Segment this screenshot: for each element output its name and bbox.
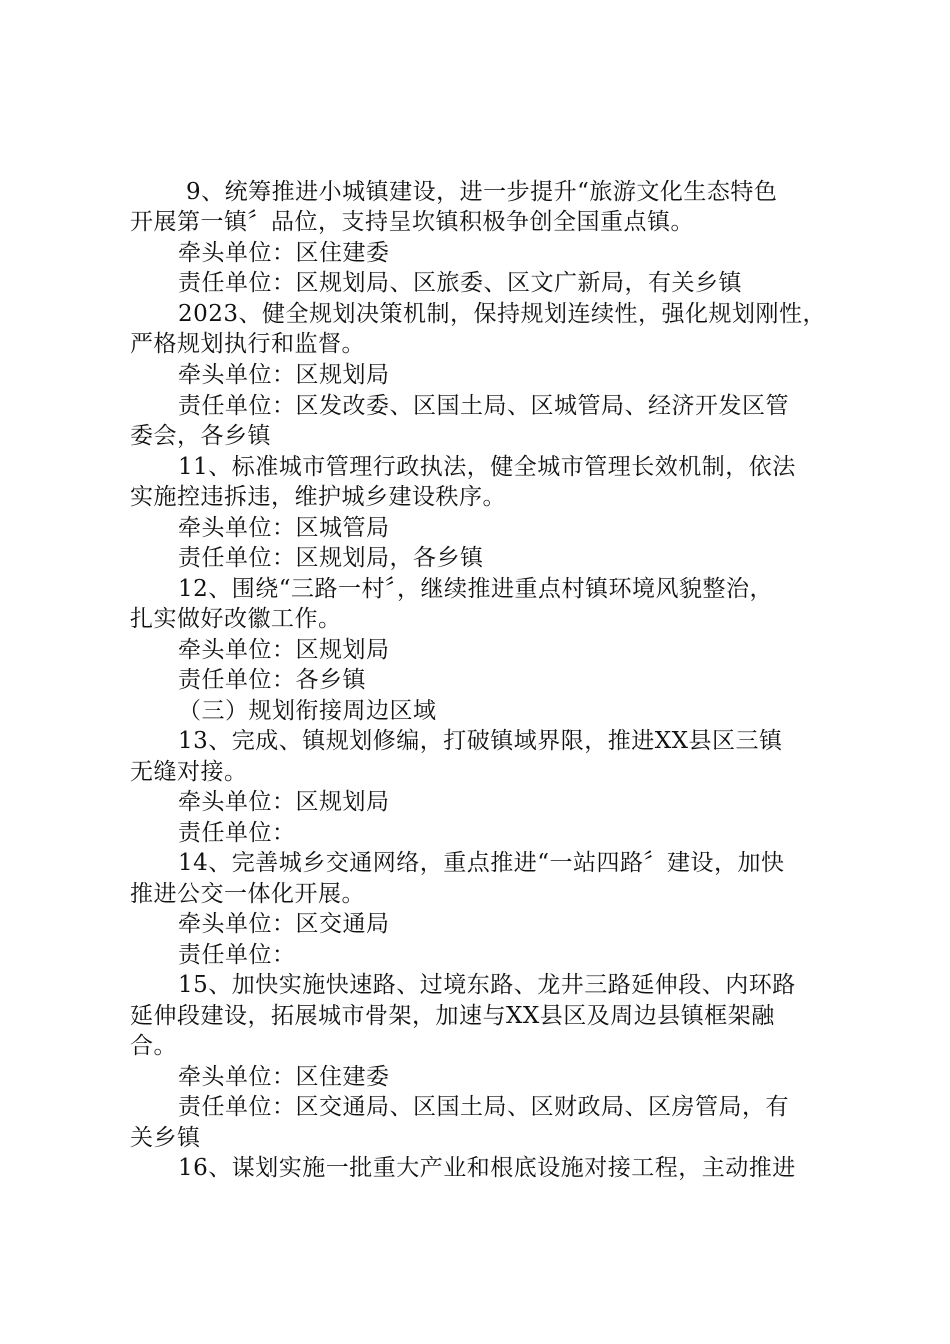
item-11-lead-unit: 牵头单位：区城管局	[178, 515, 390, 541]
item-11-line-2: 实施控违拆违，维护城乡建设秩序。	[130, 484, 506, 510]
item-12-line-2: 扎实做好改徽工作。	[130, 606, 342, 632]
item-15-lead-unit: 牵头单位：区住建委	[178, 1064, 390, 1090]
item-14-line-1: 14、完善城乡交通网络，重点推进“一站四路〞建设，加快	[178, 850, 785, 876]
item-10-line-1: 2023、健全规划决策机制，保持规划连续性，强化规划刚性，	[178, 301, 827, 327]
item-13-line-1: 13、完成、镇规划修编，打破镇域界限，推进XX县区三镇	[178, 728, 783, 754]
item-9-line-1: 9、统筹推进小城镇建设，进一步提升“旅游文化生态特色	[186, 179, 778, 205]
item-10-lead-unit: 牵头单位：区规划局	[178, 362, 390, 388]
item-10-resp-unit-cont: 委会，各乡镇	[130, 423, 271, 449]
item-13-line-2: 无缝对接。	[130, 759, 248, 785]
item-9-lead-unit: 牵头单位：区住建委	[178, 240, 390, 266]
item-9-resp-unit: 责任单位：区规划局、区旅委、区文广新局，有关乡镇	[178, 270, 742, 296]
item-14-lead-unit: 牵头单位：区交通局	[178, 911, 390, 937]
item-15-resp-unit-cont: 关乡镇	[130, 1125, 201, 1151]
item-10-line-2: 严格规划执行和监督。	[130, 331, 365, 357]
item-15-resp-unit: 责任单位：区交通局、区国土局、区财政局、区房管局，有	[178, 1094, 789, 1120]
item-10-resp-unit: 责任单位：区发改委、区国土局、区城管局、经济开发区管	[178, 393, 789, 419]
item-15-line-3: 合。	[130, 1033, 177, 1059]
item-13-resp-unit: 责任单位：	[178, 820, 296, 846]
item-16-line-1: 16、谋划实施一批重大产业和根底设施对接工程，主动推进	[178, 1155, 796, 1181]
item-14-line-2: 推进公交一体化开展。	[130, 881, 365, 907]
item-15-line-1: 15、加快实施快速路、过境东路、龙井三路延伸段、内环路	[178, 972, 796, 998]
item-14-resp-unit: 责任单位：	[178, 942, 296, 968]
item-11-resp-unit: 责任单位：区规划局，各乡镇	[178, 545, 484, 571]
item-12-lead-unit: 牵头单位：区规划局	[178, 637, 390, 663]
item-9-line-2: 开展第一镇〞品位，支持呈坎镇积极争创全国重点镇。	[130, 209, 694, 235]
item-15-line-2: 延伸段建设，拓展城市骨架，加速与XX县区及周边县镇框架融	[130, 1003, 775, 1029]
section-heading: （三）规划衔接周边区域	[178, 698, 437, 724]
item-12-line-1: 12、围绕“三路一村〞，继续推进重点村镇环境风貌整治，	[178, 576, 774, 602]
item-12-resp-unit: 责任单位：各乡镇	[178, 667, 366, 693]
item-13-lead-unit: 牵头单位：区规划局	[178, 789, 390, 815]
item-11-line-1: 11、标准城市管理行政执法，健全城市管理长效机制，依法	[178, 454, 796, 480]
